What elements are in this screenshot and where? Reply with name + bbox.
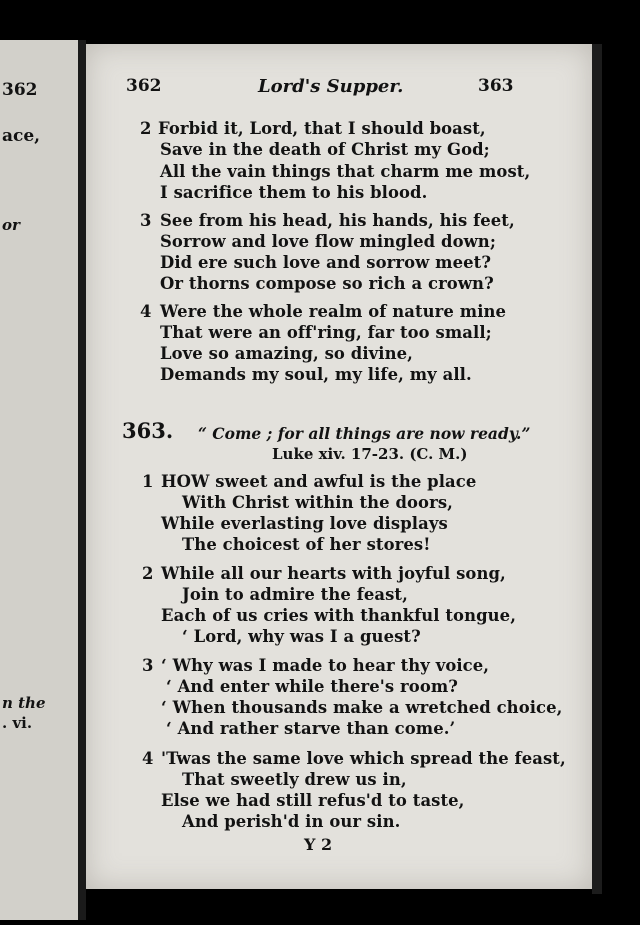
verse-line: ‘ And enter while there's room? bbox=[166, 677, 458, 696]
verse-line: Forbid it, Lord, that I should boast, bbox=[158, 119, 486, 138]
verse-line: ‘ When thousands make a wretched choice, bbox=[161, 698, 563, 717]
verse-line: Join to admire the feast, bbox=[182, 585, 408, 604]
verse-line: Else we had still refus'd to taste, bbox=[161, 791, 465, 810]
verse-line: ‘ Why was I made to hear thy voice, bbox=[161, 656, 490, 675]
hymn-caption: “ Come ; for all things are now ready.” bbox=[198, 424, 531, 443]
verse-line: Love so amazing, so divine, bbox=[160, 344, 413, 363]
verse-line: 'Twas the same love which spread the feast, bbox=[161, 749, 566, 768]
verse-line: Save in the death of Christ my God; bbox=[160, 140, 490, 159]
verse-line: Or thorns compose so rich a crown? bbox=[160, 274, 494, 293]
running-title: Lord's Supper. bbox=[258, 76, 404, 97]
verse-number: 3 bbox=[140, 211, 152, 230]
verse-line: HOW sweet and awful is the place bbox=[161, 472, 477, 491]
prev-page-number: 362 bbox=[2, 80, 38, 100]
verse-line: Sorrow and love flow mingled down; bbox=[160, 232, 496, 251]
verse-number: 4 bbox=[140, 302, 152, 321]
verse-line: That sweetly drew us in, bbox=[182, 770, 407, 789]
verse-line: Demands my soul, my life, my all. bbox=[160, 365, 472, 384]
verse-line: Were the whole realm of nature mine bbox=[160, 302, 507, 321]
verse-number: 1 bbox=[142, 472, 154, 491]
verse-line: Each of us cries with thankful tongue, bbox=[161, 606, 517, 625]
verse-line: All the vain things that charm me most, bbox=[160, 162, 531, 181]
prev-page-fragment: ace, bbox=[2, 126, 41, 146]
verse-line: And perish'd in our sin. bbox=[182, 812, 401, 831]
verse-number: 3 bbox=[142, 656, 154, 675]
prev-page-fragment: . vi. bbox=[2, 714, 33, 732]
printer-signature: Y 2 bbox=[304, 835, 333, 854]
running-header bbox=[86, 76, 592, 100]
verse-number: 4 bbox=[142, 749, 154, 768]
hymn-reference: Luke xiv. 17-23. (C. M.) bbox=[272, 445, 468, 463]
prev-page-fragment: n the bbox=[2, 694, 46, 712]
book-page bbox=[86, 44, 592, 889]
verse-number: 2 bbox=[142, 564, 154, 583]
verse-line: That were an off'ring, far too small; bbox=[160, 323, 492, 342]
verse-line: While everlasting love displays bbox=[161, 514, 448, 533]
previous-page-edge bbox=[0, 40, 80, 920]
verse-line: The choicest of her stores! bbox=[182, 535, 431, 554]
verse-number: 2 bbox=[140, 119, 152, 138]
hymn-number: 363. bbox=[122, 418, 174, 443]
book-gutter bbox=[78, 40, 86, 920]
verse-line: With Christ within the doors, bbox=[182, 493, 453, 512]
prev-page-fragment: or bbox=[2, 216, 20, 234]
verse-line: While all our hearts with joyful song, bbox=[161, 564, 506, 583]
page-number-right: 363 bbox=[478, 76, 514, 96]
page-number-left: 362 bbox=[126, 76, 162, 96]
verse-line: ‘ Lord, why was I a guest? bbox=[182, 627, 421, 646]
verse-line: See from his head, his hands, his feet, bbox=[160, 211, 515, 230]
verse-line: I sacrifice them to his blood. bbox=[160, 183, 428, 202]
page-edge bbox=[592, 44, 602, 894]
verse-line: Did ere such love and sorrow meet? bbox=[160, 253, 492, 272]
verse-line: ‘ And rather starve than come.’ bbox=[166, 719, 456, 738]
